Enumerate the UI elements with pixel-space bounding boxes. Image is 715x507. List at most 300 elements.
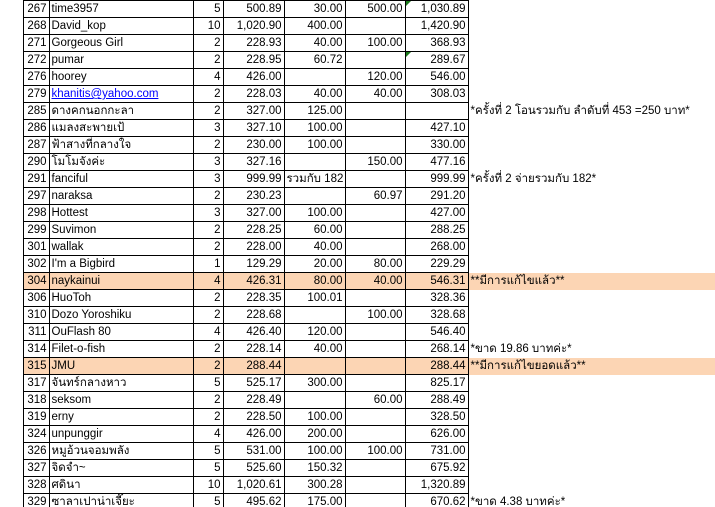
left-margin-cell bbox=[0, 273, 23, 290]
row-id-cell[interactable]: 287 bbox=[23, 137, 49, 154]
table-row bbox=[0, 18, 715, 35]
quantity-cell[interactable]: 5 bbox=[193, 375, 223, 392]
shipping-cell[interactable]: 300.00 bbox=[284, 375, 345, 392]
extra-cell[interactable] bbox=[345, 494, 405, 507]
note-cell[interactable] bbox=[468, 392, 715, 409]
extra-cell[interactable]: 100.00 bbox=[345, 35, 405, 52]
quantity-cell[interactable]: 2 bbox=[193, 222, 223, 239]
left-margin-cell bbox=[0, 188, 23, 205]
extra-cell[interactable] bbox=[345, 239, 405, 256]
table-row bbox=[0, 443, 715, 460]
amount-cell[interactable]: 426.40 bbox=[223, 324, 284, 341]
note-cell[interactable] bbox=[468, 477, 715, 494]
total-cell[interactable]: 999.99 bbox=[405, 171, 468, 188]
left-margin-cell bbox=[0, 256, 23, 273]
quantity-cell[interactable]: 2 bbox=[193, 86, 223, 103]
shipping-cell[interactable] bbox=[284, 307, 345, 324]
shipping-cell[interactable]: รวมกับ 182 bbox=[284, 171, 345, 188]
total-cell[interactable]: 288.44 bbox=[405, 358, 468, 375]
member-name-cell[interactable]: ฟ้าสางที่กลางใจ bbox=[49, 137, 193, 154]
total-cell[interactable]: 268.14 bbox=[405, 341, 468, 358]
left-margin-cell bbox=[0, 18, 23, 35]
left-margin-cell bbox=[0, 324, 23, 341]
shipping-cell[interactable]: 100.00 bbox=[284, 120, 345, 137]
note-cell[interactable] bbox=[468, 222, 715, 239]
note-cell[interactable] bbox=[468, 239, 715, 256]
note-cell[interactable] bbox=[468, 18, 715, 35]
left-margin-cell bbox=[0, 69, 23, 86]
left-margin-cell bbox=[0, 477, 23, 494]
quantity-cell[interactable]: 5 bbox=[193, 494, 223, 507]
row-id-cell[interactable]: 310 bbox=[23, 307, 49, 324]
member-name-cell[interactable]: ศดินา bbox=[49, 477, 193, 494]
amount-cell[interactable]: 525.17 bbox=[223, 375, 284, 392]
table-row bbox=[0, 307, 715, 324]
amount-cell[interactable]: 426.31 bbox=[223, 273, 284, 290]
row-id-cell[interactable]: 324 bbox=[23, 426, 49, 443]
member-name-cell[interactable]: HuoToh bbox=[49, 290, 193, 307]
extra-cell[interactable]: 60.97 bbox=[345, 188, 405, 205]
total-cell[interactable]: 289.67 bbox=[405, 52, 468, 69]
table-row bbox=[0, 256, 715, 273]
left-margin-cell bbox=[0, 392, 23, 409]
shipping-cell[interactable]: 40.00 bbox=[284, 239, 345, 256]
table-row bbox=[0, 273, 715, 290]
member-name-cell[interactable]: โมโมจังค่ะ bbox=[49, 154, 193, 171]
amount-cell[interactable]: 129.29 bbox=[223, 256, 284, 273]
extra-cell[interactable] bbox=[345, 120, 405, 137]
total-cell[interactable]: 477.16 bbox=[405, 154, 468, 171]
extra-cell[interactable]: 100.00 bbox=[345, 443, 405, 460]
quantity-cell[interactable]: 2 bbox=[193, 358, 223, 375]
extra-cell[interactable] bbox=[345, 18, 405, 35]
amount-cell[interactable]: 228.50 bbox=[223, 409, 284, 426]
member-name-cell[interactable]: Filet-o-fish bbox=[49, 341, 193, 358]
note-cell[interactable] bbox=[468, 188, 715, 205]
quantity-cell[interactable]: 3 bbox=[193, 154, 223, 171]
left-margin-cell bbox=[0, 52, 23, 69]
amount-cell[interactable]: 495.62 bbox=[223, 494, 284, 507]
shipping-cell[interactable] bbox=[284, 154, 345, 171]
extra-cell[interactable] bbox=[345, 324, 405, 341]
note-cell[interactable]: *ขาด 4.38 บาทค่ะ* bbox=[468, 494, 715, 507]
note-cell[interactable]: *ครั้งที่ 2 โอนรวมกับ ลำดับที่ 453 =250 บาท* bbox=[468, 103, 715, 120]
total-cell[interactable]: 328.68 bbox=[405, 307, 468, 324]
table-row bbox=[0, 409, 715, 426]
quantity-cell[interactable]: 2 bbox=[193, 188, 223, 205]
note-cell[interactable] bbox=[468, 460, 715, 477]
quantity-cell[interactable]: 2 bbox=[193, 290, 223, 307]
amount-cell[interactable]: 228.68 bbox=[223, 307, 284, 324]
left-margin-cell bbox=[0, 290, 23, 307]
table-row bbox=[0, 239, 715, 256]
shipping-cell[interactable] bbox=[284, 188, 345, 205]
total-cell[interactable]: 546.40 bbox=[405, 324, 468, 341]
row-id-cell[interactable]: 285 bbox=[23, 103, 49, 120]
extra-cell[interactable]: 120.00 bbox=[345, 69, 405, 86]
amount-cell[interactable]: 230.00 bbox=[223, 137, 284, 154]
row-id-cell[interactable]: 301 bbox=[23, 239, 49, 256]
extra-cell[interactable] bbox=[345, 103, 405, 120]
table-row bbox=[0, 494, 715, 507]
quantity-cell[interactable]: 2 bbox=[193, 392, 223, 409]
extra-cell[interactable] bbox=[345, 358, 405, 375]
extra-cell[interactable] bbox=[345, 205, 405, 222]
quantity-cell[interactable]: 3 bbox=[193, 171, 223, 188]
row-id-cell[interactable]: 327 bbox=[23, 460, 49, 477]
amount-cell[interactable]: 230.23 bbox=[223, 188, 284, 205]
extra-cell[interactable] bbox=[345, 409, 405, 426]
quantity-cell[interactable]: 2 bbox=[193, 307, 223, 324]
row-id-cell[interactable]: 267 bbox=[23, 1, 49, 18]
table-row bbox=[0, 375, 715, 392]
amount-cell[interactable]: 1,020.90 bbox=[223, 18, 284, 35]
quantity-cell[interactable]: 4 bbox=[193, 69, 223, 86]
left-margin-cell bbox=[0, 137, 23, 154]
comment-indicator-icon bbox=[406, 1, 411, 6]
note-cell[interactable] bbox=[468, 154, 715, 171]
amount-cell[interactable]: 327.00 bbox=[223, 205, 284, 222]
note-cell[interactable]: **มีการแก้ไขยอดแล้ว** bbox=[468, 358, 715, 375]
shipping-cell[interactable]: 175.00 bbox=[284, 494, 345, 507]
quantity-cell[interactable]: 4 bbox=[193, 324, 223, 341]
shipping-cell[interactable]: 40.00 bbox=[284, 35, 345, 52]
quantity-cell[interactable]: 3 bbox=[193, 120, 223, 137]
total-cell[interactable]: 288.25 bbox=[405, 222, 468, 239]
row-id-cell[interactable]: 286 bbox=[23, 120, 49, 137]
row-id-cell[interactable]: 306 bbox=[23, 290, 49, 307]
table-row bbox=[0, 35, 715, 52]
total-cell[interactable]: 427.00 bbox=[405, 205, 468, 222]
amount-cell[interactable]: 228.14 bbox=[223, 341, 284, 358]
member-name-cell[interactable]: naraksa bbox=[49, 188, 193, 205]
quantity-cell[interactable]: 10 bbox=[193, 477, 223, 494]
note-cell[interactable] bbox=[468, 35, 715, 52]
note-cell[interactable] bbox=[468, 375, 715, 392]
extra-cell[interactable] bbox=[345, 341, 405, 358]
shipping-cell[interactable]: 60.72 bbox=[284, 52, 345, 69]
quantity-cell[interactable]: 4 bbox=[193, 273, 223, 290]
shipping-cell[interactable]: 100.00 bbox=[284, 137, 345, 154]
shipping-cell[interactable]: 40.00 bbox=[284, 86, 345, 103]
table-row bbox=[0, 205, 715, 222]
shipping-cell[interactable]: 30.00 bbox=[284, 1, 345, 18]
shipping-cell[interactable]: 100.00 bbox=[284, 205, 345, 222]
left-margin-cell bbox=[0, 154, 23, 171]
left-margin-cell bbox=[0, 375, 23, 392]
table-row bbox=[0, 120, 715, 137]
amount-cell[interactable]: 228.95 bbox=[223, 52, 284, 69]
extra-cell[interactable]: 150.00 bbox=[345, 154, 405, 171]
table-row bbox=[0, 426, 715, 443]
extra-cell[interactable]: 40.00 bbox=[345, 86, 405, 103]
member-name-cell[interactable]: naykainui bbox=[49, 273, 193, 290]
shipping-cell[interactable]: 100.01 bbox=[284, 290, 345, 307]
row-id-cell[interactable]: 299 bbox=[23, 222, 49, 239]
member-name-cell[interactable]: แมลงสะพายเป้ bbox=[49, 120, 193, 137]
note-cell[interactable] bbox=[468, 137, 715, 154]
quantity-cell[interactable]: 2 bbox=[193, 103, 223, 120]
quantity-cell[interactable]: 5 bbox=[193, 460, 223, 477]
member-name-cell[interactable]: erny bbox=[49, 409, 193, 426]
member-name-cell[interactable]: Suvimon bbox=[49, 222, 193, 239]
amount-cell[interactable]: 531.00 bbox=[223, 443, 284, 460]
total-cell[interactable]: 1,030.89 bbox=[405, 1, 468, 18]
total-cell[interactable]: 626.00 bbox=[405, 426, 468, 443]
extra-cell[interactable] bbox=[345, 460, 405, 477]
note-cell[interactable] bbox=[468, 426, 715, 443]
total-cell[interactable]: 291.20 bbox=[405, 188, 468, 205]
row-id-cell[interactable]: 328 bbox=[23, 477, 49, 494]
total-cell[interactable]: 675.92 bbox=[405, 460, 468, 477]
quantity-cell[interactable]: 3 bbox=[193, 205, 223, 222]
table-row bbox=[0, 137, 715, 154]
member-name-cell[interactable]: หมูอ้วนจอมพลัง bbox=[49, 443, 193, 460]
member-name-cell[interactable]: I'm a Bigbird bbox=[49, 256, 193, 273]
table-row bbox=[0, 324, 715, 341]
member-name-cell[interactable]: ซาลาเปาน่าเจี๊ยะ bbox=[49, 494, 193, 507]
left-margin-cell bbox=[0, 222, 23, 239]
row-id-cell[interactable]: 326 bbox=[23, 443, 49, 460]
comment-indicator-icon bbox=[406, 52, 411, 57]
shipping-cell[interactable]: 100.00 bbox=[284, 409, 345, 426]
table-row bbox=[0, 222, 715, 239]
row-id-cell[interactable]: 311 bbox=[23, 324, 49, 341]
member-name-cell[interactable]: จิดจำ~ bbox=[49, 460, 193, 477]
note-cell[interactable] bbox=[468, 443, 715, 460]
table-row bbox=[0, 86, 715, 103]
left-margin-cell bbox=[0, 460, 23, 477]
quantity-cell[interactable]: 2 bbox=[193, 239, 223, 256]
total-cell[interactable] bbox=[405, 103, 468, 120]
quantity-cell[interactable]: 1 bbox=[193, 256, 223, 273]
shipping-cell[interactable] bbox=[284, 69, 345, 86]
amount-cell[interactable]: 228.93 bbox=[223, 35, 284, 52]
quantity-cell[interactable]: 2 bbox=[193, 137, 223, 154]
total-cell[interactable]: 670.62 bbox=[405, 494, 468, 507]
note-cell[interactable] bbox=[468, 120, 715, 137]
note-cell[interactable] bbox=[468, 290, 715, 307]
quantity-cell[interactable]: 4 bbox=[193, 426, 223, 443]
note-cell[interactable]: **มีการแก้ไขแล้ว** bbox=[468, 273, 715, 290]
member-name-cell[interactable]: pumar bbox=[49, 52, 193, 69]
table-row bbox=[0, 188, 715, 205]
quantity-cell[interactable]: 2 bbox=[193, 341, 223, 358]
amount-cell[interactable]: 1,020.61 bbox=[223, 477, 284, 494]
table-row bbox=[0, 1, 715, 18]
member-name-cell[interactable]: David_kop bbox=[49, 18, 193, 35]
row-id-cell[interactable]: 319 bbox=[23, 409, 49, 426]
note-cell[interactable]: *ขาด 19.86 บาทค่ะ* bbox=[468, 341, 715, 358]
note-cell[interactable] bbox=[468, 307, 715, 324]
left-margin-cell bbox=[0, 120, 23, 137]
note-cell[interactable] bbox=[468, 86, 715, 103]
shipping-cell[interactable]: 20.00 bbox=[284, 256, 345, 273]
left-margin-cell bbox=[0, 103, 23, 120]
row-id-cell[interactable]: 272 bbox=[23, 52, 49, 69]
amount-cell[interactable]: 228.25 bbox=[223, 222, 284, 239]
extra-cell[interactable]: 100.00 bbox=[345, 307, 405, 324]
member-name-cell[interactable] bbox=[49, 86, 193, 103]
amount-cell[interactable]: 426.00 bbox=[223, 426, 284, 443]
extra-cell[interactable]: 500.00 bbox=[345, 1, 405, 18]
member-name-cell[interactable]: unpunggir bbox=[49, 426, 193, 443]
note-cell[interactable] bbox=[468, 52, 715, 69]
row-id-cell[interactable]: 318 bbox=[23, 392, 49, 409]
shipping-cell[interactable]: 150.32 bbox=[284, 460, 345, 477]
total-cell[interactable]: 288.49 bbox=[405, 392, 468, 409]
amount-cell[interactable]: 525.60 bbox=[223, 460, 284, 477]
shipping-cell[interactable]: 80.00 bbox=[284, 273, 345, 290]
amount-cell[interactable]: 228.35 bbox=[223, 290, 284, 307]
left-margin-cell bbox=[0, 426, 23, 443]
shipping-cell[interactable] bbox=[284, 392, 345, 409]
note-cell[interactable] bbox=[468, 409, 715, 426]
shipping-cell[interactable]: 40.00 bbox=[284, 341, 345, 358]
row-id-cell[interactable]: 291 bbox=[23, 171, 49, 188]
row-id-cell[interactable]: 271 bbox=[23, 35, 49, 52]
total-cell[interactable]: 546.00 bbox=[405, 69, 468, 86]
left-margin-cell bbox=[0, 494, 23, 507]
amount-cell[interactable]: 999.99 bbox=[223, 171, 284, 188]
member-name-cell[interactable]: Gorgeous Girl bbox=[49, 35, 193, 52]
row-id-cell[interactable]: 276 bbox=[23, 69, 49, 86]
row-id-cell[interactable]: 268 bbox=[23, 18, 49, 35]
total-cell[interactable]: 368.93 bbox=[405, 35, 468, 52]
extra-cell[interactable] bbox=[345, 375, 405, 392]
table-row bbox=[0, 171, 715, 188]
row-id-cell[interactable]: 329 bbox=[23, 494, 49, 507]
note-cell[interactable] bbox=[468, 1, 715, 18]
extra-cell[interactable] bbox=[345, 477, 405, 494]
member-name-cell[interactable]: Dozo Yoroshiku bbox=[49, 307, 193, 324]
total-cell[interactable]: 328.50 bbox=[405, 409, 468, 426]
shipping-cell[interactable]: 200.00 bbox=[284, 426, 345, 443]
shipping-cell[interactable] bbox=[284, 358, 345, 375]
left-margin-cell bbox=[0, 171, 23, 188]
quantity-cell[interactable]: 2 bbox=[193, 52, 223, 69]
amount-cell[interactable]: 327.10 bbox=[223, 120, 284, 137]
total-cell[interactable]: 328.36 bbox=[405, 290, 468, 307]
extra-cell[interactable] bbox=[345, 222, 405, 239]
note-cell[interactable] bbox=[468, 256, 715, 273]
total-cell[interactable]: 308.03 bbox=[405, 86, 468, 103]
row-id-cell[interactable]: 279 bbox=[23, 86, 49, 103]
amount-cell[interactable]: 228.03 bbox=[223, 86, 284, 103]
total-cell[interactable]: 546.31 bbox=[405, 273, 468, 290]
amount-cell[interactable]: 327.00 bbox=[223, 103, 284, 120]
row-id-cell[interactable]: 297 bbox=[23, 188, 49, 205]
total-cell[interactable]: 229.29 bbox=[405, 256, 468, 273]
amount-cell[interactable]: 500.89 bbox=[223, 1, 284, 18]
shipping-cell[interactable]: 125.00 bbox=[284, 103, 345, 120]
member-name-cell[interactable]: OuFlash 80 bbox=[49, 324, 193, 341]
extra-cell[interactable] bbox=[345, 171, 405, 188]
quantity-cell[interactable]: 2 bbox=[193, 35, 223, 52]
left-margin-cell bbox=[0, 307, 23, 324]
table-row bbox=[0, 290, 715, 307]
extra-cell[interactable]: 80.00 bbox=[345, 256, 405, 273]
extra-cell[interactable]: 40.00 bbox=[345, 273, 405, 290]
table-row bbox=[0, 69, 715, 86]
member-name-cell[interactable]: Hottest bbox=[49, 205, 193, 222]
amount-cell[interactable]: 228.00 bbox=[223, 239, 284, 256]
left-margin-cell bbox=[0, 86, 23, 103]
left-margin-cell bbox=[0, 443, 23, 460]
total-cell[interactable]: 268.00 bbox=[405, 239, 468, 256]
row-id-cell[interactable]: 304 bbox=[23, 273, 49, 290]
total-cell[interactable]: 825.17 bbox=[405, 375, 468, 392]
note-cell[interactable] bbox=[468, 205, 715, 222]
shipping-cell[interactable]: 120.00 bbox=[284, 324, 345, 341]
table-row bbox=[0, 341, 715, 358]
extra-cell[interactable]: 60.00 bbox=[345, 392, 405, 409]
quantity-cell[interactable]: 5 bbox=[193, 443, 223, 460]
row-id-cell[interactable]: 302 bbox=[23, 256, 49, 273]
total-cell[interactable]: 330.00 bbox=[405, 137, 468, 154]
extra-cell[interactable] bbox=[345, 52, 405, 69]
left-margin-cell bbox=[0, 409, 23, 426]
note-cell[interactable] bbox=[468, 69, 715, 86]
table-row bbox=[0, 154, 715, 171]
table-row bbox=[0, 477, 715, 494]
table-row bbox=[0, 358, 715, 375]
left-margin-cell bbox=[0, 205, 23, 222]
left-margin-cell bbox=[0, 35, 23, 52]
member-name-cell[interactable]: time3957 bbox=[49, 1, 193, 18]
note-cell[interactable]: *ครั้งที่ 2 จ่ายรวมกับ 182* bbox=[468, 171, 715, 188]
extra-cell[interactable] bbox=[345, 290, 405, 307]
shipping-cell[interactable]: 60.00 bbox=[284, 222, 345, 239]
email-link[interactable]: khanitis@yahoo.com bbox=[51, 88, 159, 100]
member-name-cell[interactable]: ดางคกนอกกะลา bbox=[49, 103, 193, 120]
member-name-cell[interactable]: hoorey bbox=[49, 69, 193, 86]
table-row bbox=[0, 103, 715, 120]
total-cell[interactable]: 427.10 bbox=[405, 120, 468, 137]
amount-cell[interactable]: 288.44 bbox=[223, 358, 284, 375]
shipping-cell[interactable]: 100.00 bbox=[284, 443, 345, 460]
extra-cell[interactable] bbox=[345, 426, 405, 443]
row-id-cell[interactable]: 290 bbox=[23, 154, 49, 171]
amount-cell[interactable]: 426.00 bbox=[223, 69, 284, 86]
member-name-cell[interactable]: จันทร์กลางหาว bbox=[49, 375, 193, 392]
quantity-cell[interactable]: 5 bbox=[193, 1, 223, 18]
shipping-cell[interactable]: 400.00 bbox=[284, 18, 345, 35]
quantity-cell[interactable]: 10 bbox=[193, 18, 223, 35]
left-margin-cell bbox=[0, 239, 23, 256]
extra-cell[interactable] bbox=[345, 137, 405, 154]
table-row bbox=[0, 460, 715, 477]
row-id-cell[interactable]: 298 bbox=[23, 205, 49, 222]
member-name-cell[interactable]: fanciful bbox=[49, 171, 193, 188]
amount-cell[interactable]: 327.16 bbox=[223, 154, 284, 171]
row-id-cell[interactable]: 314 bbox=[23, 341, 49, 358]
member-name-cell[interactable]: seksom bbox=[49, 392, 193, 409]
note-cell[interactable] bbox=[468, 324, 715, 341]
shipping-cell[interactable]: 300.28 bbox=[284, 477, 345, 494]
left-margin-cell bbox=[0, 1, 23, 18]
member-name-cell[interactable]: wallak bbox=[49, 239, 193, 256]
row-id-cell[interactable]: 317 bbox=[23, 375, 49, 392]
member-name-cell[interactable]: JMU bbox=[49, 358, 193, 375]
quantity-cell[interactable]: 2 bbox=[193, 409, 223, 426]
row-id-cell[interactable]: 315 bbox=[23, 358, 49, 375]
total-cell[interactable]: 1,320.89 bbox=[405, 477, 468, 494]
total-cell[interactable]: 731.00 bbox=[405, 443, 468, 460]
table-row bbox=[0, 52, 715, 69]
amount-cell[interactable]: 228.49 bbox=[223, 392, 284, 409]
total-cell[interactable]: 1,420.90 bbox=[405, 18, 468, 35]
